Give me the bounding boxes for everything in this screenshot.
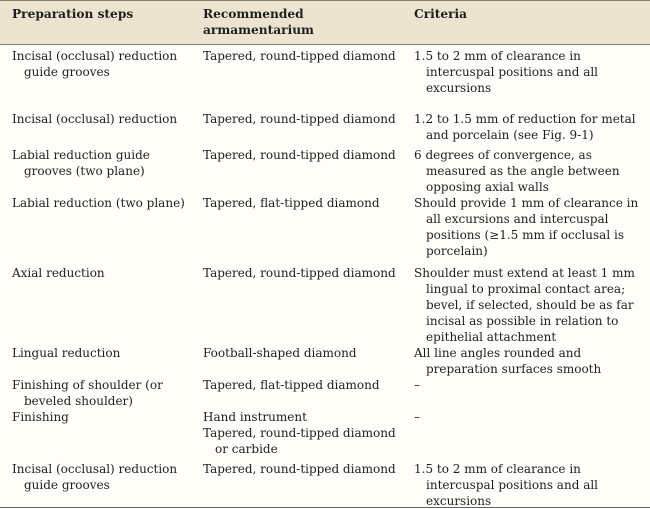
cell-step (0, 345, 199, 377)
armamentarium-text: Tapered, round-tipped diamond (203, 49, 396, 63)
cell-step (0, 377, 199, 409)
cell-criteria (410, 345, 650, 377)
cell-step (0, 461, 199, 509)
step-text: Lingual reduction (12, 346, 121, 360)
cell-step (0, 147, 199, 195)
cell-armamentarium (199, 195, 410, 265)
cell-step (0, 111, 199, 147)
criteria-text: – (414, 410, 420, 424)
criteria-text: 1.5 to 2 mm of clearance in intercuspal positions and all excursions (414, 462, 599, 508)
step-text: Labial reduction guide grooves (two plane) (12, 148, 150, 178)
armamentarium-text: Tapered, round-tipped diamond (203, 266, 396, 280)
cell-criteria (410, 377, 650, 409)
armamentarium-text: Football-shaped diamond (203, 346, 357, 360)
step-text: Finishing (12, 410, 69, 424)
cell-criteria (410, 195, 650, 265)
step-text: Axial reduction (12, 266, 105, 280)
table-row (0, 45, 650, 112)
cell-criteria (410, 265, 650, 345)
armamentarium-text: Tapered, round-tipped diamond (203, 148, 396, 162)
table-row (0, 345, 650, 377)
cell-criteria (410, 147, 650, 195)
cell-armamentarium (199, 345, 410, 377)
criteria-text: 6 degrees of convergence, as measured as the angle between opposing axial walls (414, 148, 620, 194)
cell-step (0, 45, 199, 112)
criteria-text: Should provide 1 mm of clearance in all excursions and intercuspal positions (≥1.5 mm if occlusal is porcelain) (414, 196, 639, 258)
criteria-text: All line angles rounded and preparation surfaces smooth (414, 346, 602, 376)
step-text: Labial reduction (two plane) (12, 196, 185, 210)
cell-armamentarium (199, 45, 410, 112)
table-row (0, 195, 650, 265)
criteria-text: Shoulder must extend at least 1 mm lingual to proximal contact area; bevel, if selected, should be as far incisal as possible in relation to epithelial attachment (414, 266, 635, 344)
armamentarium-text: Tapered, round-tipped diamond (203, 462, 396, 476)
table-row (0, 409, 650, 461)
cell-armamentarium (199, 147, 410, 195)
cell-armamentarium (199, 377, 410, 409)
criteria-text: – (414, 378, 420, 392)
armamentarium-text: Hand instrument (203, 410, 307, 424)
table-row (0, 461, 650, 509)
cell-criteria (410, 461, 650, 509)
armamentarium-text: Tapered, flat-tipped diamond (203, 378, 380, 392)
cell-armamentarium (199, 111, 410, 147)
step-text: Incisal (occlusal) reduction guide grooves (12, 462, 178, 492)
table-row (0, 147, 650, 195)
cell-criteria (410, 45, 650, 112)
table-row (0, 111, 650, 147)
armamentarium-text: Tapered, flat-tipped diamond (203, 196, 380, 210)
step-text: Incisal (occlusal) reduction guide grooves (12, 49, 178, 79)
table-row (0, 377, 650, 409)
cell-step (0, 195, 199, 265)
table-row (0, 265, 650, 345)
cell-step (0, 409, 199, 461)
armamentarium-text: Tapered, round-tipped diamond or carbide (203, 426, 396, 456)
cell-criteria (410, 409, 650, 461)
criteria-text: 1.5 to 2 mm of clearance in intercuspal positions and all excursions (414, 49, 599, 95)
cell-criteria (410, 111, 650, 147)
armamentarium-text: Tapered, round-tipped diamond (203, 112, 396, 126)
step-text: Finishing of shoulder (or beveled shoulder) (12, 378, 163, 408)
criteria-text: 1.2 to 1.5 mm of reduction for metal and porcelain (see Fig. 9-1) (414, 112, 636, 142)
cell-armamentarium (199, 265, 410, 345)
cell-armamentarium (199, 461, 410, 509)
cell-armamentarium (199, 409, 410, 461)
table-header-row (0, 1, 650, 45)
header-criteria: Criteria (410, 1, 650, 45)
cell-step (0, 265, 199, 345)
header-recommended-armamentarium: Recommended armamentarium (199, 1, 410, 45)
step-text: Incisal (occlusal) reduction (12, 112, 178, 126)
header-preparation-steps: Preparation steps (0, 1, 199, 45)
